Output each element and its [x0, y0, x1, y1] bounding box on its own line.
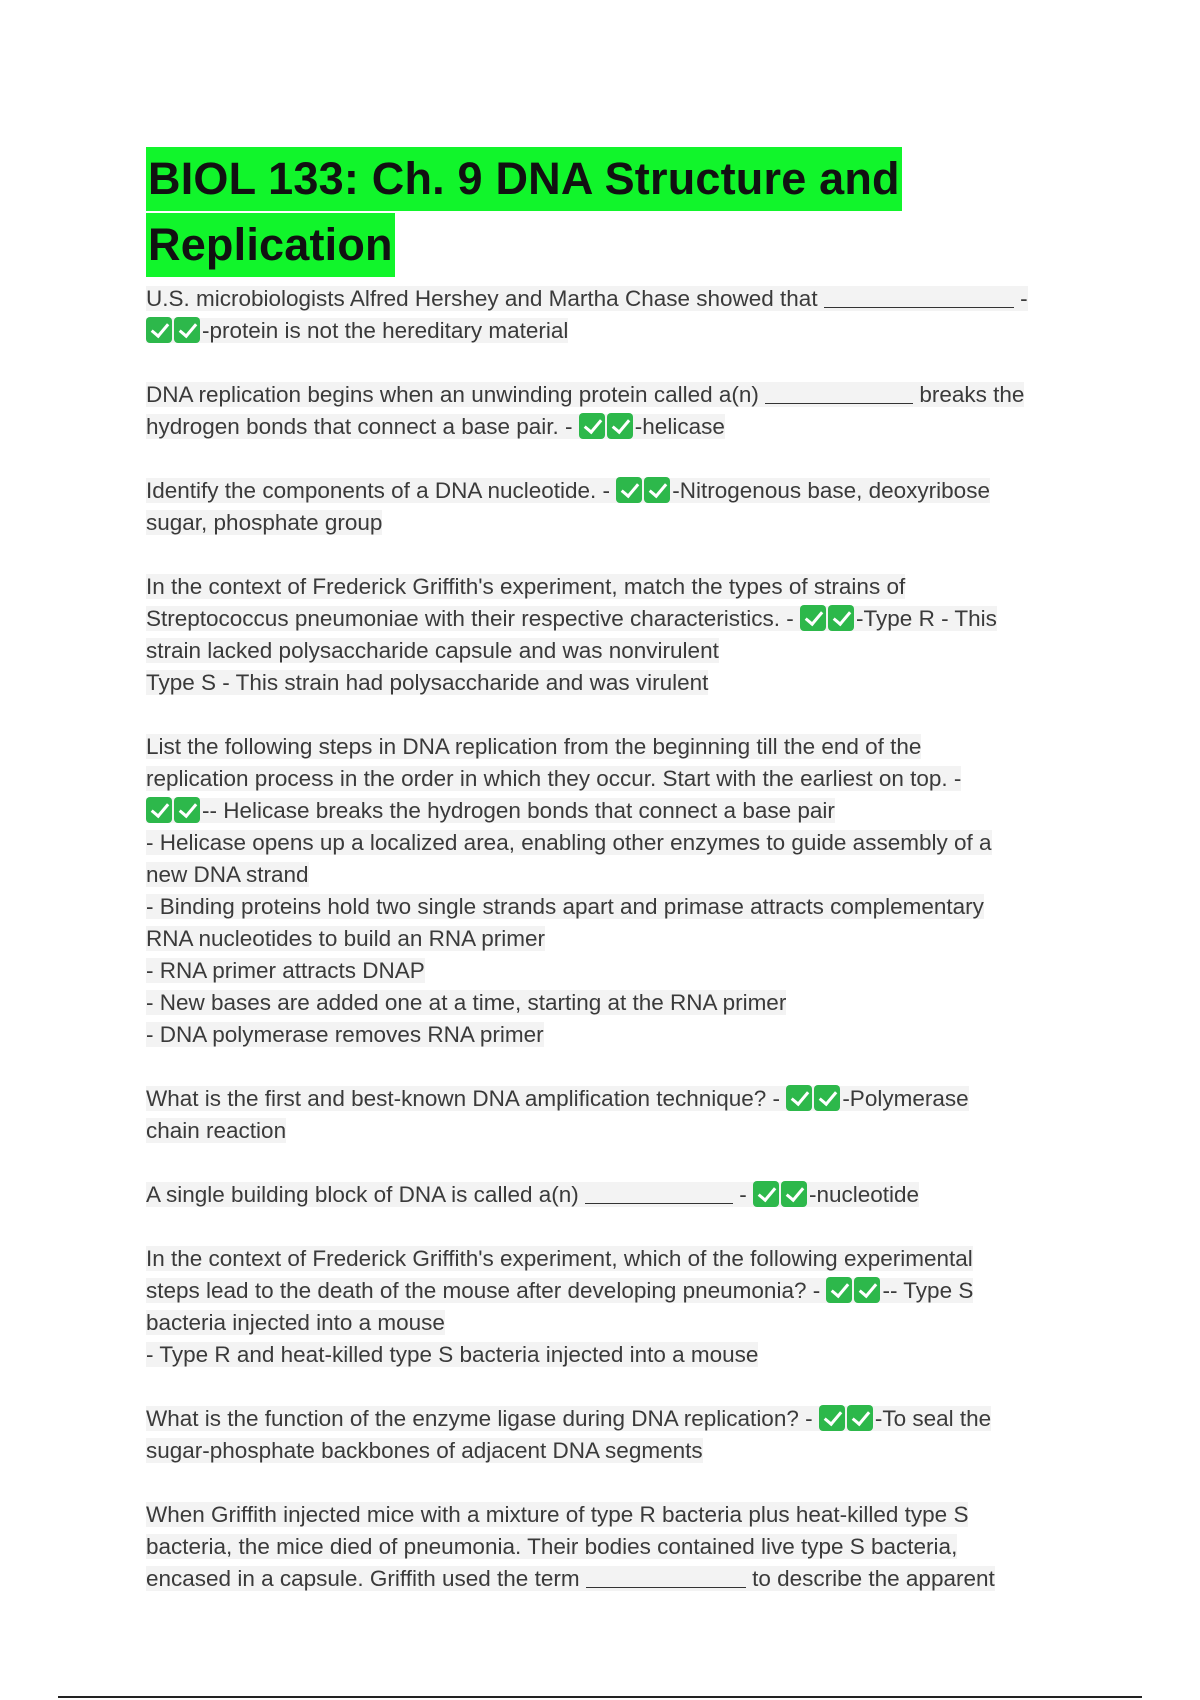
- check-mark-icon: [146, 797, 172, 823]
- qa-text: A single building block of DNA is called a(n): [146, 1182, 585, 1207]
- qa-line: [146, 1339, 1086, 1371]
- check-mark-icon: [786, 1085, 812, 1111]
- qa-text: - New bases are added one at a time, starting at the RNA primer: [146, 990, 787, 1015]
- qa-line-text: [146, 606, 997, 631]
- qa-text: In the context of Frederick Griffith's experiment, match the types of strains of: [146, 574, 906, 599]
- qa-text: new DNA strand: [146, 862, 309, 887]
- qa-line-text: [146, 1406, 991, 1431]
- qa-line-text: [146, 766, 961, 791]
- check-mark-icon: [854, 1277, 880, 1303]
- page-bottom-rule: [58, 1696, 1142, 1698]
- title-highlight: BIOL 133: Ch. 9 DNA Structure and: [146, 147, 902, 211]
- qa-line: [146, 283, 1086, 315]
- qa-line-text: [146, 478, 990, 503]
- qa-line-text: [146, 1342, 758, 1367]
- check-mark-icon: [781, 1181, 807, 1207]
- qa-line-text: [146, 414, 725, 439]
- check-mark-icon: [800, 605, 826, 631]
- qa-text: What is the function of the enzyme ligase during DNA replication? -: [146, 1406, 819, 1431]
- qa-text: sugar, phosphate group: [146, 510, 383, 535]
- qa-line: [146, 1563, 1086, 1595]
- qa-line-text: [146, 1566, 995, 1591]
- qa-line-text: [146, 894, 984, 919]
- qa-text: sugar-phosphate backbones of adjacent DNA segments: [146, 1438, 703, 1463]
- qa-text: steps lead to the death of the mouse after developing pneumonia? -: [146, 1278, 827, 1303]
- qa-text: - Binding proteins hold two single strands apart and primase attracts complementary: [146, 894, 984, 919]
- check-mark-icon: [644, 477, 670, 503]
- qa-line: [146, 795, 1086, 827]
- check-mark-icon: [753, 1181, 779, 1207]
- qa-line: [146, 667, 1086, 699]
- qa-line-text: [146, 318, 568, 343]
- qa-text: bacteria, the mice died of pneumonia. Their bodies contained live type S bacteria,: [146, 1534, 958, 1559]
- qa-item: [146, 1403, 1086, 1467]
- qa-line: [146, 379, 1086, 411]
- qa-line: [146, 891, 1086, 923]
- qa-text: -nucleotide: [808, 1182, 920, 1207]
- qa-line: [146, 1083, 1086, 1115]
- qa-line: [146, 635, 1086, 667]
- qa-line: [146, 603, 1086, 635]
- qa-text: U.S. microbiologists Alfred Hershey and Martha Chase showed that: [146, 286, 824, 311]
- document-title-line-1: [146, 147, 1086, 211]
- qa-text: -- Type S: [882, 1278, 974, 1303]
- qa-text: Streptococcus pneumoniae with their respective characteristics. -: [146, 606, 801, 631]
- qa-text: List the following steps in DNA replication from the beginning till the end of the: [146, 734, 922, 759]
- qa-text: hydrogen bonds that connect a base pair. -: [146, 414, 579, 439]
- qa-line: [146, 1403, 1086, 1435]
- qa-text: Type S - This strain had polysaccharide and was virulent: [146, 670, 709, 695]
- qa-line-text: [146, 1182, 919, 1207]
- qa-line: [146, 1019, 1086, 1051]
- qa-text: replication process in the order in which they occur. Start with the earliest on top. -: [146, 766, 962, 791]
- qa-text: -: [732, 1182, 753, 1207]
- qa-text: Identify the components of a DNA nucleotide. -: [146, 478, 617, 503]
- qa-item: [146, 731, 1086, 1051]
- check-mark-icon: [146, 317, 172, 343]
- qa-line: [146, 859, 1086, 891]
- qa-text: to describe the apparent: [745, 1566, 995, 1591]
- qa-text: chain reaction: [146, 1118, 287, 1143]
- check-mark-icon: [607, 413, 633, 439]
- fill-in-blank: [824, 285, 1014, 309]
- qa-text: -Polymerase: [842, 1086, 969, 1111]
- check-mark-icon: [616, 477, 642, 503]
- fill-in-blank: [586, 1565, 746, 1589]
- qa-line: [146, 1179, 1086, 1211]
- title-highlight: Replication: [146, 213, 395, 277]
- qa-line-text: [146, 1278, 973, 1303]
- qa-line: [146, 1499, 1086, 1531]
- qa-line: [146, 923, 1086, 955]
- qa-text: -- Helicase breaks the hydrogen bonds that connect a base pair: [202, 798, 835, 823]
- qa-line: [146, 1275, 1086, 1307]
- qa-text: -protein is not the hereditary material: [202, 318, 569, 343]
- check-mark-icon: [174, 317, 200, 343]
- qa-item: [146, 571, 1086, 699]
- qa-list: [146, 283, 1086, 1595]
- qa-line-text: [146, 1310, 445, 1335]
- qa-line: [146, 1243, 1086, 1275]
- qa-text: bacteria injected into a mouse: [146, 1310, 445, 1335]
- qa-text: -To seal the: [874, 1406, 992, 1431]
- qa-text: - DNA polymerase removes RNA primer: [146, 1022, 544, 1047]
- qa-line: [146, 1531, 1086, 1563]
- qa-text: In the context of Frederick Griffith's experiment, which of the following experimental: [146, 1246, 973, 1271]
- qa-line-text: [146, 1086, 969, 1111]
- check-mark-icon: [847, 1405, 873, 1431]
- qa-text: When Griffith injected mice with a mixture of type R bacteria plus heat-killed type S: [146, 1502, 969, 1527]
- qa-text: RNA nucleotides to build an RNA primer: [146, 926, 545, 951]
- check-mark-icon: [814, 1085, 840, 1111]
- document-page: [146, 147, 1086, 1595]
- qa-line: [146, 731, 1086, 763]
- check-mark-icon: [826, 1277, 852, 1303]
- qa-item: [146, 1499, 1086, 1595]
- qa-line: [146, 827, 1086, 859]
- qa-line: [146, 1307, 1086, 1339]
- qa-line-text: [146, 862, 309, 887]
- qa-line: [146, 987, 1086, 1019]
- qa-item: [146, 1179, 1086, 1211]
- qa-line-text: [146, 574, 905, 599]
- qa-item: [146, 283, 1086, 347]
- qa-line: [146, 1435, 1086, 1467]
- qa-line-text: [146, 1246, 973, 1271]
- qa-text: breaks the: [913, 382, 1025, 407]
- qa-text: strain lacked polysaccharide capsule and was nonvirulent: [146, 638, 719, 663]
- check-mark-icon: [174, 797, 200, 823]
- qa-line: [146, 507, 1086, 539]
- fill-in-blank: [585, 1181, 733, 1205]
- qa-line-text: [146, 990, 786, 1015]
- check-mark-icon: [579, 413, 605, 439]
- qa-line-text: [146, 1502, 968, 1527]
- qa-line-text: [146, 1438, 703, 1463]
- qa-line: [146, 1115, 1086, 1147]
- qa-line-text: [146, 830, 992, 855]
- qa-line-text: [146, 1534, 957, 1559]
- qa-line: [146, 411, 1086, 443]
- qa-line-text: [146, 958, 425, 983]
- document-title-line-2: [146, 213, 1086, 277]
- qa-line-text: [146, 798, 835, 823]
- qa-line: [146, 571, 1086, 603]
- qa-item: [146, 475, 1086, 539]
- qa-line: [146, 315, 1086, 347]
- check-mark-icon: [828, 605, 854, 631]
- qa-line: [146, 475, 1086, 507]
- check-mark-icon: [819, 1405, 845, 1431]
- qa-text: - RNA primer attracts DNAP: [146, 958, 425, 983]
- qa-text: -helicase: [634, 414, 725, 439]
- qa-text: DNA replication begins when an unwinding protein called a(n): [146, 382, 766, 407]
- qa-line-text: [146, 510, 382, 535]
- qa-line-text: [146, 1022, 544, 1047]
- qa-line: [146, 955, 1086, 987]
- qa-item: [146, 1243, 1086, 1371]
- qa-line-text: [146, 286, 1028, 311]
- qa-line: [146, 763, 1086, 795]
- qa-line-text: [146, 638, 719, 663]
- qa-line-text: [146, 1118, 286, 1143]
- fill-in-blank: [765, 381, 913, 405]
- qa-text: What is the first and best-known DNA amplification technique? -: [146, 1086, 787, 1111]
- qa-text: -: [1013, 286, 1028, 311]
- qa-text: -Type R - This: [856, 606, 997, 631]
- qa-item: [146, 379, 1086, 443]
- qa-text: encased in a capsule. Griffith used the term: [146, 1566, 586, 1591]
- qa-line-text: [146, 734, 921, 759]
- qa-line-text: [146, 926, 545, 951]
- qa-item: [146, 1083, 1086, 1147]
- qa-text: - Type R and heat-killed type S bacteria injected into a mouse: [146, 1342, 759, 1367]
- qa-text: -Nitrogenous base, deoxyribose: [672, 478, 990, 503]
- qa-line-text: [146, 670, 708, 695]
- qa-line-text: [146, 382, 1024, 407]
- qa-text: - Helicase opens up a localized area, enabling other enzymes to guide assembly of a: [146, 830, 992, 855]
